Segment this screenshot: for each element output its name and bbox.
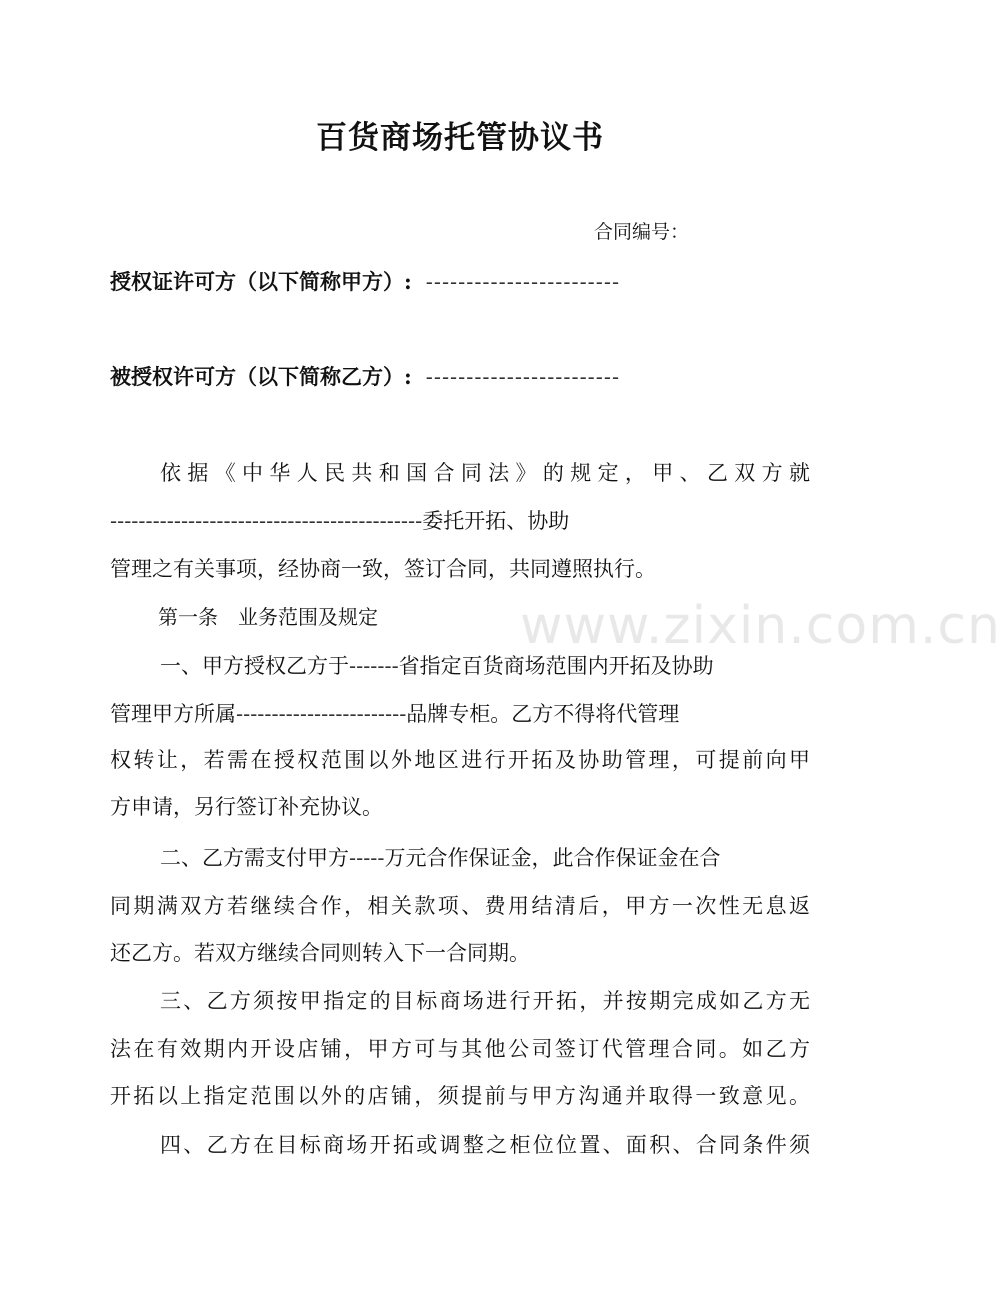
clause-4-line-1: 四、乙方在目标商场开拓或调整之柜位位置、面积、合同条件须	[160, 1133, 810, 1157]
party-b-blank: ------------------------	[425, 365, 621, 389]
party-b-label: 被授权许可方（以下简称乙方）:	[110, 364, 412, 389]
clause-1-line-1	[160, 651, 810, 681]
clause-3-line-3: 开拓以上指定范围以外的店铺，须提前与甲方沟通并取得一致意见。	[110, 1084, 810, 1108]
clause-1-line-3: 权转让，若需在授权范围以外地区进行开拓及协助管理，可提前向甲	[110, 748, 810, 772]
preamble-line-2-text: 委托开拓、协助	[422, 509, 570, 533]
preamble-blank: --------------------------------------------	[110, 509, 423, 533]
watermark: www.zixin.com.cn	[520, 596, 1001, 656]
clause-1-line-4: 方申请，另行签订补充协议。	[110, 795, 383, 819]
article-1-heading: 第一条 业务范围及规定	[158, 605, 378, 629]
clause-2-text-a: 二、乙方需支付甲方	[160, 846, 349, 870]
deposit-blank: -----	[349, 846, 385, 870]
clause-3-line-1: 三、乙方须按甲指定的目标商场进行开拓，并按期完成如乙方无	[160, 989, 810, 1013]
province-blank: -------	[349, 654, 399, 678]
clause-2-line-2: 同期满双方若继续合作，相关款项、费用结清后，甲方一次性无息返	[110, 894, 810, 918]
party-a-line	[110, 266, 620, 296]
clause-2-line-3: 还乙方。若双方继续合同则转入下一合同期。	[110, 941, 530, 965]
document-title: 百货商场托管协议书	[316, 120, 604, 156]
preamble-line-3: 管理之有关事项，经协商一致，签订合同，共同遵照执行。	[110, 557, 656, 581]
preamble-line-1: 依据《中华人民共和国合同法》的规定，甲、乙双方就	[160, 461, 810, 485]
clause-3-line-2: 法在有效期内开设店铺，甲方可与其他公司签订代管理合同。如乙方	[110, 1037, 810, 1061]
clause-2-text-b: 万元合作保证金，此合作保证金在合	[384, 846, 721, 870]
clause-1-text-b: 省指定百货商场范围内开拓及协助	[398, 654, 714, 678]
brand-blank: ------------------------	[236, 702, 407, 726]
clause-1-text-c: 管理甲方所属	[110, 702, 236, 726]
clause-1-line-2	[110, 699, 810, 729]
clause-1-text-a: 一、甲方授权乙方于	[160, 654, 349, 678]
clause-2-line-1	[160, 843, 810, 873]
party-b-line	[110, 361, 620, 391]
party-a-label: 授权证许可方（以下简称甲方）:	[110, 269, 412, 294]
preamble-line-2	[110, 506, 810, 536]
contract-number-label: 合同编号：	[594, 221, 690, 243]
clause-1-text-d: 品牌专柜。乙方不得将代管理	[406, 702, 680, 726]
party-a-blank: ------------------------	[425, 270, 621, 294]
